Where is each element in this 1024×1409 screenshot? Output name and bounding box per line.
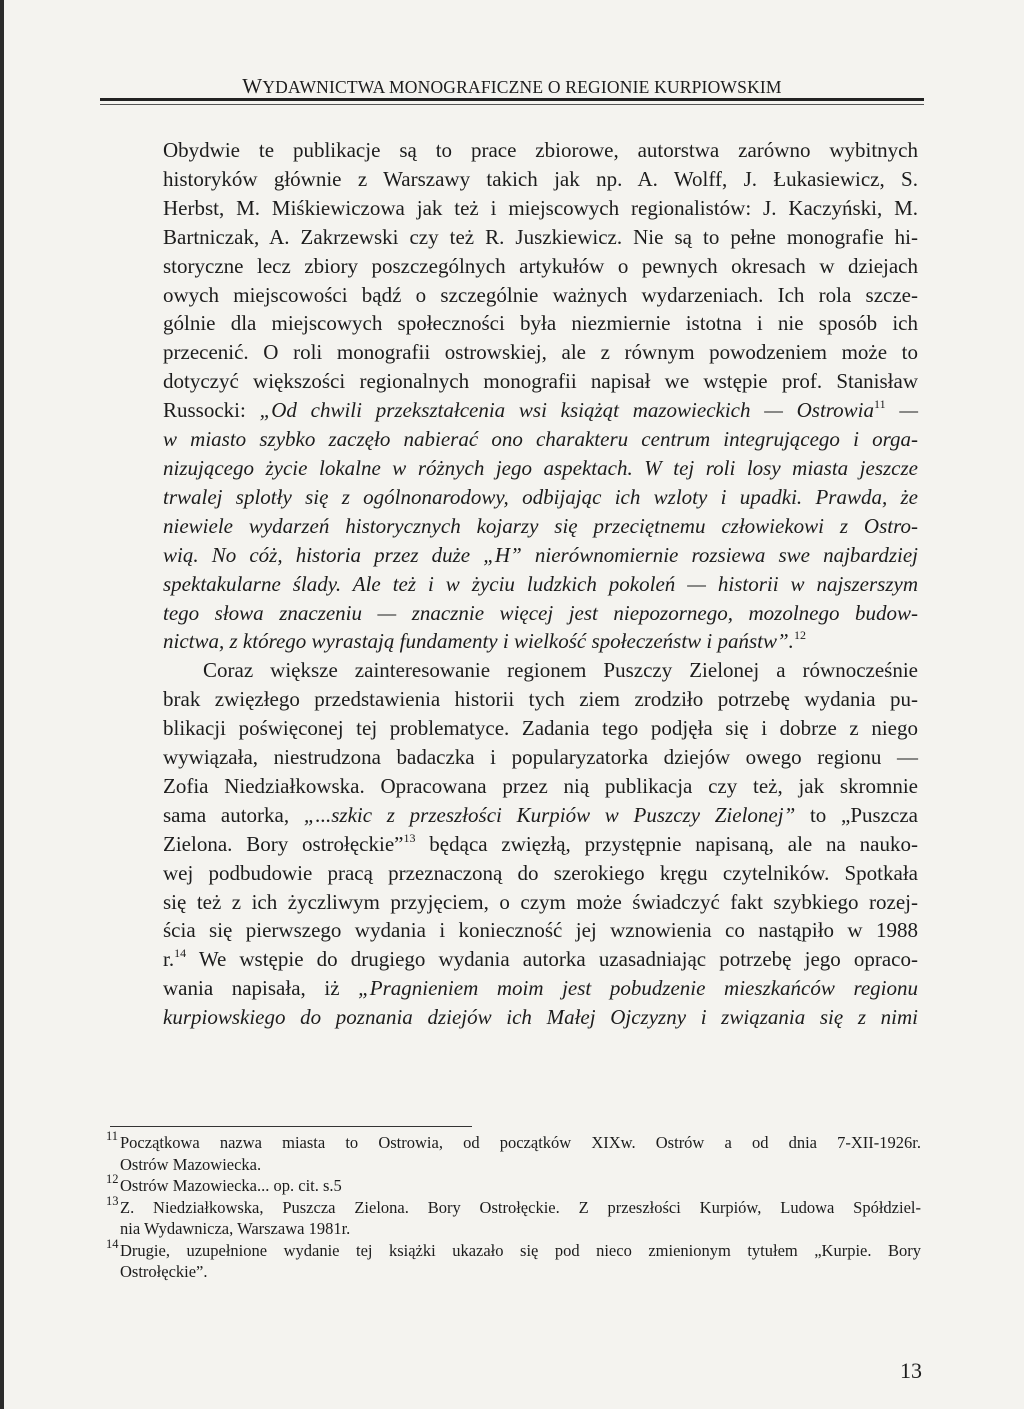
footnote-line: Początkowa nazwa miasta to Ostrowia, od początków XIXw. Ostrów a od dnia 7-XII-1926r. xyxy=(120,1133,921,1152)
body-line-quote-start xyxy=(163,396,918,425)
footnote-line: nia Wydawnicza, Warszawa 1981r. xyxy=(120,1219,351,1238)
footnote-ref-13: 13 xyxy=(403,830,416,845)
para2-line: r.$^{14}$ We wstępie do drugiego wydania autorka uzasadniając potrzebę jego opraco- xyxy=(163,946,918,972)
footnote-ref-14: 14 xyxy=(174,946,187,961)
footnote-11 xyxy=(106,1129,921,1175)
para2-line: się też z ich życzliwym przyjęciem, o czym może świadczyć fakt szybkiego rozej- xyxy=(163,889,918,914)
page-edge xyxy=(0,0,4,1409)
quote-line: nizującego życie lokalne w różnych jego aspektach. W tej roli losy miasta jeszcze xyxy=(163,455,918,480)
body-line: storyczne lecz zbiory poszczególnych artykułów o pewnych okresach w dziejach xyxy=(163,253,918,278)
running-header xyxy=(102,74,922,99)
footnote-line: Ostrołęckie”. xyxy=(120,1262,208,1281)
para2-line: brak zwięzłego przedstawienia historii tych ziem zrodziło potrzebę wydania pu- xyxy=(163,687,918,712)
body-line: Bartniczak, A. Zakrzewski czy też R. Juszkiewicz. Nie są to pełne monografie hi- xyxy=(163,224,918,249)
para2-line: ścia się pierwszego wydania i konieczność jej wznowienia co nastąpiło w 1988 xyxy=(163,918,918,943)
quote-line: niewiele wydarzeń historycznych kojarzy się przeciętnemu człowiekowi z Ostro- xyxy=(163,513,918,538)
quote-line: wią. No cóż, historia przez duże „H” nierównomiernie rozsiewa swe najbardziej xyxy=(163,542,918,567)
quote-line: tego słowa znaczeniu — znacznie więcej jest niepozornego, mozolnego budow- xyxy=(163,600,918,625)
quote-dash: — xyxy=(885,398,918,423)
quote-line-last: nictwa, z którego wyrastają fundamenty i wielkość społeczeństw i państw”.$^{12}$ xyxy=(163,628,806,654)
footnote-12 xyxy=(106,1172,921,1197)
para2-line: sama autorka, „...szkic z przeszłości Kurpiów w Puszczy Zielonej” to „Puszcza xyxy=(163,802,918,827)
para2-line: Zofia Niedziałkowska. Opracowana przez nią publikacja czy też, jak skromnie xyxy=(163,773,918,798)
para2-line: Zielona. Bory ostrołęckie”$^{13}$ będąca zwięzłą, przystępnie napisaną, ale na nauko- xyxy=(163,830,918,856)
footnote-line: Ostrów Mazowiecka. xyxy=(120,1154,262,1174)
footnote-line: Z. Niedziałkowska, Puszcza Zielona. Bory Ostrołęckie. Z przeszłości Kurpiów, Ludowa Spółdziel- xyxy=(120,1197,921,1217)
footnote-ref-12: 12 xyxy=(793,628,806,643)
footnote-14 xyxy=(106,1236,921,1283)
footnote-13 xyxy=(106,1193,921,1240)
body-line: Herbst, M. Miśkiewiczowa jak też i miejscowych regionalistów: J. Kaczyński, M. xyxy=(163,195,918,220)
para2-line: Coraz większe zainteresowanie regionem Puszczy Zielonej a równocześnie xyxy=(203,658,918,683)
para2-line: kurpiowskiego do poznania dziejów ich Małej Ojczyzny i związania się z nimi xyxy=(163,1005,918,1030)
header-initial: W xyxy=(242,74,263,98)
footnote-number: 13 xyxy=(106,1193,119,1208)
header-rule-thick xyxy=(100,98,924,101)
para2-line: wania napisała, iż „Pragnieniem moim jest pobudzenie mieszkańców regionu xyxy=(163,976,918,1001)
quote-line: trwalej splotły się z ogólnonarodowy, odbijając ich wzloty i upadki. Prawda, że xyxy=(163,484,918,509)
body-line: historyków głównie z Warszawy takich jak np. A. Wolff, J. Łukasiewicz, S. xyxy=(163,166,918,191)
quote-line: w miasto szybko zaczęło nabierać ono charakteru centrum integrującego i orga- xyxy=(163,427,918,452)
quote-lead: Russocki: xyxy=(163,398,260,423)
footnote-number: 11 xyxy=(106,1129,119,1143)
footnote-number: 12 xyxy=(106,1172,119,1186)
footnote-separator xyxy=(110,1126,472,1127)
body-line: owych miejscowości bądź o szczególnie ważnych wydarzeniach. Ich rola szcze- xyxy=(163,282,918,307)
footnote-line: Drugie, uzupełnione wydanie tej książki ukazało się pod nieco zmienionym tytułem „Kurpie. Bory xyxy=(120,1240,921,1260)
para2-line: blikacji poświęconej tej problematyce. Zadania tego podjęła się i dobrze z niego xyxy=(163,716,918,741)
quote-text: „Od chwili przekształcenia wsi książąt mazowieckich — Ostrowia xyxy=(259,398,875,423)
para2-line: wej podbudowie pracą przeznaczoną do szerokiego kręgu czytelników. Spotkała xyxy=(163,860,918,885)
body-line: przecenić. O roli monografii ostrowskiej, ale z równym powodzeniem może to xyxy=(163,340,918,365)
page-number: 13 xyxy=(900,1358,922,1383)
header-rule-thin xyxy=(100,104,924,105)
footnote-line: Ostrów Mazowiecka... op. cit. s.5 xyxy=(120,1176,342,1195)
header-title: YDAWNICTWA MONOGRAFICZNE O REGIONIE KURPIOWSKIM xyxy=(262,77,782,97)
footnote-ref-11: 11 xyxy=(874,397,886,412)
footnotes xyxy=(106,1129,921,1283)
body-line: dotyczyć większości regionalnych monografii napisał we wstępie prof. Stanisław xyxy=(163,369,918,394)
main-text xyxy=(163,136,918,1032)
body-line: gólnie dla miejscowych społeczności była niezmiernie istotna i nie sposób ich xyxy=(163,311,918,336)
footnote-number: 14 xyxy=(106,1236,119,1251)
para2-line: wywiązała, niestrudzona badaczka i popularyzatorka dziejów owego regionu — xyxy=(163,745,918,770)
body-line: Obydwie te publikacje są to prace zbiorowe, autorstwa zarówno wybitnych xyxy=(163,138,918,162)
quote-line: spektakularne ślady. Ale też i w życiu ludzkich pokoleń — historii w najszerszym xyxy=(163,571,918,596)
